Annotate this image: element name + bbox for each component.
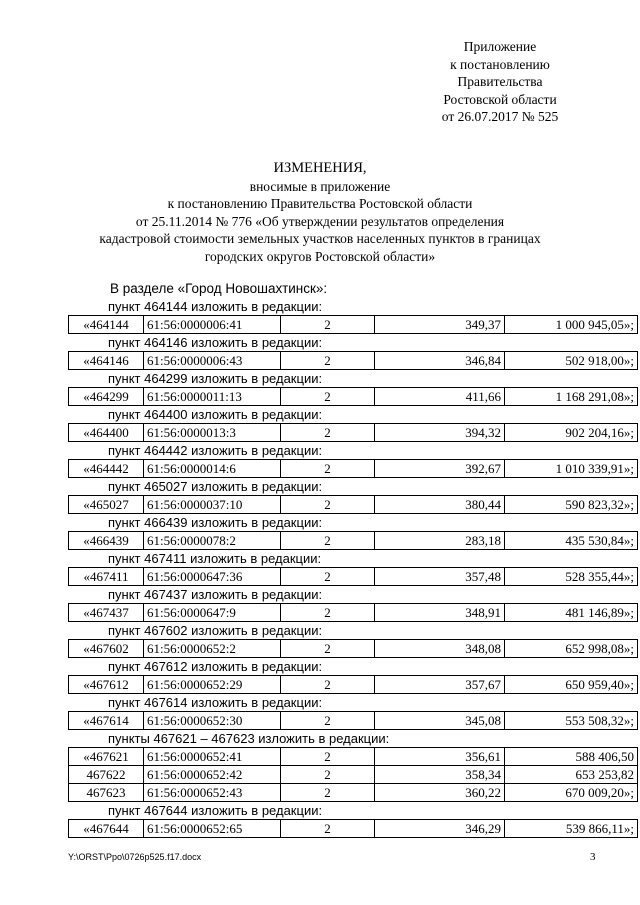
cell-item-number: «467437 bbox=[69, 604, 144, 622]
edit-instruction: пункт 467602 изложить в редакции: bbox=[108, 623, 323, 638]
cell-cadastral-value: 1 010 339,91»; bbox=[505, 460, 638, 478]
table-row bbox=[69, 568, 638, 586]
cell-category: 2 bbox=[281, 604, 375, 622]
cell-unit-value: 349,37 bbox=[375, 316, 505, 334]
edit-instruction: пункт 467644 изложить в редакции: bbox=[108, 803, 323, 818]
cell-item-number: «467621 bbox=[69, 748, 144, 766]
cell-cadastral-number: 61:56:0000652:2 bbox=[144, 640, 281, 658]
edit-table bbox=[68, 711, 638, 730]
cell-cadastral-number: 61:56:0000037:10 bbox=[144, 496, 281, 514]
cell-category: 2 bbox=[281, 316, 375, 334]
edit-instruction: пункт 467411 изложить в редакции: bbox=[108, 551, 322, 566]
cell-category: 2 bbox=[281, 640, 375, 658]
section-title: В разделе «Город Новошахтинск»: bbox=[110, 281, 328, 296]
edit-instruction: пункт 467612 изложить в редакции: bbox=[108, 659, 323, 674]
cell-category: 2 bbox=[281, 766, 375, 784]
appendix-line: к постановлению bbox=[450, 56, 550, 72]
edit-instruction: пункт 464299 изложить в редакции: bbox=[108, 371, 323, 386]
cell-item-number: 467623 bbox=[69, 784, 144, 802]
cell-item-number: «464442 bbox=[69, 460, 144, 478]
cell-cadastral-number: 61:56:0000652:30 bbox=[144, 712, 281, 730]
cell-item-number: «465027 bbox=[69, 496, 144, 514]
cell-cadastral-number: 61:56:0000006:41 bbox=[144, 316, 281, 334]
cell-cadastral-value: 539 866,11»; bbox=[505, 820, 638, 838]
footer-file-path: Y:\ORST\Ppo\0726p525.f17.docx bbox=[68, 852, 202, 862]
table-row bbox=[69, 676, 638, 694]
table-row bbox=[69, 604, 638, 622]
cell-cadastral-number: 61:56:0000006:43 bbox=[144, 352, 281, 370]
edit-table bbox=[68, 567, 638, 586]
cell-category: 2 bbox=[281, 496, 375, 514]
cell-unit-value: 348,91 bbox=[375, 604, 505, 622]
edit-instruction: пункт 465027 изложить в редакции: bbox=[108, 479, 323, 494]
cell-unit-value: 358,34 bbox=[375, 766, 505, 784]
edit-instruction: пункты 467621 – 467623 изложить в редакции: bbox=[108, 731, 390, 746]
cell-item-number: «464400 bbox=[69, 424, 144, 442]
table-row bbox=[69, 748, 638, 766]
cell-item-number: «467411 bbox=[69, 568, 144, 586]
edit-table bbox=[68, 495, 638, 514]
cell-category: 2 bbox=[281, 352, 375, 370]
cell-unit-value: 348,08 bbox=[375, 640, 505, 658]
cell-item-number: 467622 bbox=[69, 766, 144, 784]
appendix-header bbox=[420, 38, 580, 126]
cell-cadastral-value: 652 998,08»; bbox=[505, 640, 638, 658]
cell-category: 2 bbox=[281, 532, 375, 550]
edit-instruction: пункт 464144 изложить в редакции: bbox=[108, 299, 323, 314]
table-row bbox=[69, 766, 638, 784]
edit-instruction: пункт 464400 изложить в редакции: bbox=[108, 407, 323, 422]
edit-instruction: пункт 464442 изложить в редакции: bbox=[108, 443, 323, 458]
cell-category: 2 bbox=[281, 712, 375, 730]
edit-table bbox=[68, 747, 638, 802]
table-row bbox=[69, 460, 638, 478]
page-number: 3 bbox=[590, 851, 596, 863]
cell-cadastral-number: 61:56:0000652:43 bbox=[144, 784, 281, 802]
cell-item-number: «467614 bbox=[69, 712, 144, 730]
edits-list bbox=[68, 298, 634, 838]
table-row bbox=[69, 784, 638, 802]
heading-line: к постановлению Правительства Ростовской области bbox=[167, 196, 473, 211]
cell-cadastral-value: 650 959,40»; bbox=[505, 676, 638, 694]
table-row bbox=[69, 712, 638, 730]
cell-cadastral-value: 1 168 291,08»; bbox=[505, 388, 638, 406]
cell-cadastral-value: 435 530,84»; bbox=[505, 532, 638, 550]
cell-cadastral-number: 61:56:0000078:2 bbox=[144, 532, 281, 550]
cell-cadastral-value: 588 406,50 bbox=[505, 748, 638, 766]
cell-unit-value: 283,18 bbox=[375, 532, 505, 550]
cell-unit-value: 346,29 bbox=[375, 820, 505, 838]
appendix-line: Приложение bbox=[463, 39, 537, 54]
cell-item-number: «466439 bbox=[69, 532, 144, 550]
edit-table bbox=[68, 423, 638, 442]
table-row bbox=[69, 352, 638, 370]
cell-category: 2 bbox=[281, 784, 375, 802]
table-row bbox=[69, 820, 638, 838]
table-row bbox=[69, 496, 638, 514]
cell-cadastral-value: 528 355,44»; bbox=[505, 568, 638, 586]
edit-instruction: пункт 464146 изложить в редакции: bbox=[108, 335, 323, 350]
cell-cadastral-number: 61:56:0000652:41 bbox=[144, 748, 281, 766]
cell-category: 2 bbox=[281, 676, 375, 694]
cell-unit-value: 345,08 bbox=[375, 712, 505, 730]
cell-cadastral-number: 61:56:0000014:6 bbox=[144, 460, 281, 478]
cell-cadastral-value: 481 146,89»; bbox=[505, 604, 638, 622]
cell-cadastral-number: 61:56:0000013:3 bbox=[144, 424, 281, 442]
document-title: ИЗМЕНЕНИЯ, bbox=[273, 160, 367, 176]
heading-line: городских округов Ростовской области» bbox=[204, 248, 436, 264]
cell-unit-value: 357,67 bbox=[375, 676, 505, 694]
appendix-line: от 26.07.2017 № 525 bbox=[441, 109, 559, 125]
cell-item-number: «464146 bbox=[69, 352, 144, 370]
cell-cadastral-value: 553 508,32»; bbox=[505, 712, 638, 730]
cell-cadastral-number: 61:56:0000652:65 bbox=[144, 820, 281, 838]
cell-cadastral-value: 670 009,20»; bbox=[505, 784, 638, 802]
edit-table bbox=[68, 351, 638, 370]
cell-item-number: «467602 bbox=[69, 640, 144, 658]
table-row bbox=[69, 388, 638, 406]
cell-category: 2 bbox=[281, 820, 375, 838]
cell-item-number: «464299 bbox=[69, 388, 144, 406]
edit-table bbox=[68, 387, 638, 406]
cell-unit-value: 360,22 bbox=[375, 784, 505, 802]
table-row bbox=[69, 316, 638, 334]
cell-unit-value: 346,84 bbox=[375, 352, 505, 370]
cell-cadastral-number: 61:56:0000647:36 bbox=[144, 568, 281, 586]
edit-table bbox=[68, 603, 638, 622]
edit-instruction: пункт 466439 изложить в редакции: bbox=[108, 515, 323, 530]
edit-table bbox=[68, 459, 638, 478]
cell-cadastral-number: 61:56:0000652:29 bbox=[144, 676, 281, 694]
cell-unit-value: 394,32 bbox=[375, 424, 505, 442]
appendix-line: Правительства bbox=[457, 74, 543, 90]
cell-cadastral-value: 902 204,16»; bbox=[505, 424, 638, 442]
cell-category: 2 bbox=[281, 748, 375, 766]
cell-item-number: «464144 bbox=[69, 316, 144, 334]
edit-table bbox=[68, 531, 638, 550]
edit-table bbox=[68, 675, 638, 694]
appendix-line: Ростовской области bbox=[443, 91, 557, 107]
cell-unit-value: 392,67 bbox=[375, 460, 505, 478]
cell-cadastral-value: 1 000 945,05»; bbox=[505, 316, 638, 334]
table-row bbox=[69, 640, 638, 658]
cell-unit-value: 380,44 bbox=[375, 496, 505, 514]
edit-table bbox=[68, 315, 638, 334]
cell-item-number: «467644 bbox=[69, 820, 144, 838]
edit-instruction: пункт 467614 изложить в редакции: bbox=[108, 695, 323, 710]
cell-item-number: «467612 bbox=[69, 676, 144, 694]
cell-category: 2 bbox=[281, 568, 375, 586]
cell-category: 2 bbox=[281, 388, 375, 406]
cell-category: 2 bbox=[281, 460, 375, 478]
table-row bbox=[69, 532, 638, 550]
edit-table bbox=[68, 819, 638, 838]
document-heading bbox=[0, 160, 640, 265]
cell-unit-value: 356,61 bbox=[375, 748, 505, 766]
cell-category: 2 bbox=[281, 424, 375, 442]
heading-line: вносимые в приложение bbox=[249, 178, 391, 194]
cell-unit-value: 357,48 bbox=[375, 568, 505, 586]
cell-unit-value: 411,66 bbox=[375, 388, 505, 406]
table-row bbox=[69, 424, 638, 442]
cell-cadastral-number: 61:56:0000652:42 bbox=[144, 766, 281, 784]
edit-table bbox=[68, 639, 638, 658]
edit-instruction: пункт 467437 изложить в редакции: bbox=[108, 587, 323, 602]
heading-line: кадастровой стоимости земельных участков населенных пунктов в границах bbox=[99, 231, 541, 246]
cell-cadastral-number: 61:56:0000011:13 bbox=[144, 388, 281, 406]
cell-cadastral-value: 502 918,00»; bbox=[505, 352, 638, 370]
cell-cadastral-number: 61:56:0000647:9 bbox=[144, 604, 281, 622]
heading-line: от 25.11.2014 № 776 «Об утверждении результатов определения bbox=[135, 213, 505, 229]
cell-cadastral-value: 653 253,82 bbox=[505, 766, 638, 784]
cell-cadastral-value: 590 823,32»; bbox=[505, 496, 638, 514]
